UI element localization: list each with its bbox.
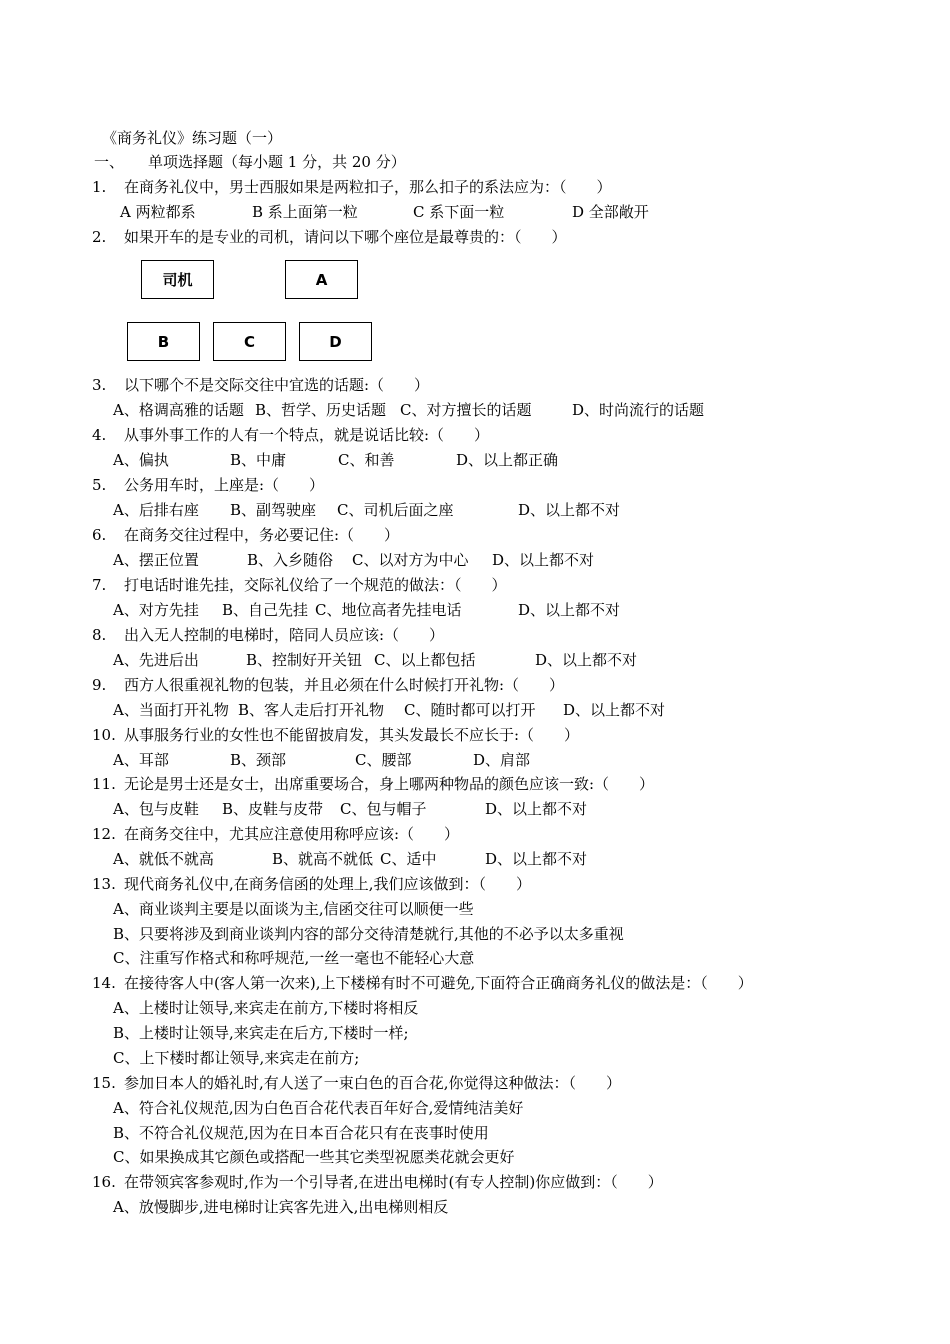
option: B、入乡随俗: [247, 551, 334, 569]
option: A、先进后出: [113, 651, 199, 669]
question-text: 从事外事工作的人有一个特点，就是说话比较:（ ）: [124, 426, 490, 444]
option: B、皮鞋与皮带: [222, 800, 324, 818]
option: A、格调高雅的话题: [113, 401, 244, 419]
option: A、对方先挂: [113, 601, 199, 619]
question-number: 14.: [92, 974, 116, 992]
option: C、包与帽子: [340, 800, 427, 818]
question-text: 在商务交往过程中，务必要记住:（ ）: [124, 526, 400, 544]
option: D、以上都不对: [518, 501, 621, 519]
option: A、包与皮鞋: [113, 800, 199, 818]
option: A、偏执: [113, 451, 169, 469]
option: A、摆正位置: [113, 551, 199, 569]
question-text: 公务用车时，上座是:（ ）: [124, 476, 325, 494]
question-text: 在商务礼仪中，男士西服如果是两粒扣子，那么扣子的系法应为：（ ）: [124, 178, 612, 196]
option: A、后排右座: [113, 501, 199, 519]
option: C、腰部: [355, 751, 412, 769]
option: B、哲学、历史话题: [255, 401, 387, 419]
question-text: 从事服务行业的女性也不能留披肩发，其头发最长不应长于:（ ）: [124, 726, 580, 744]
option: C、以对方为中心: [352, 551, 469, 569]
question-text: 以下哪个不是交际交往中宜选的话题:（ ）: [124, 376, 430, 394]
question-number: 5.: [92, 476, 107, 494]
option: B、副驾驶座: [230, 501, 317, 519]
option: C、对方擅长的话题: [400, 401, 532, 419]
question-text: 无论是男士还是女士，出席重要场合，身上哪两种物品的颜色应该一致:（ ）: [124, 775, 655, 793]
question-number: 10.: [92, 726, 116, 744]
option: C 系下面一粒: [413, 203, 505, 221]
option: C、适中: [380, 850, 437, 868]
option: C、地位高者先挂电话: [315, 601, 462, 619]
option: A、商业谈判主要是以面谈为主,信函交往可以顺便一些: [113, 900, 474, 918]
option: B、就高不就低: [272, 850, 374, 868]
option: C、注重写作格式和称呼规范,一丝一毫也不能轻心大意: [113, 949, 475, 967]
option: C、上下楼时都让领导,来宾走在前方;: [113, 1049, 360, 1067]
question-number: 7.: [92, 576, 107, 594]
seat-driver-box: 司机: [141, 260, 214, 299]
option: A、上楼时让领导,来宾走在前方,下楼时将相反: [113, 999, 419, 1017]
option: C、司机后面之座: [337, 501, 454, 519]
seat-a-box: A: [285, 260, 358, 299]
question-number: 15.: [92, 1074, 116, 1092]
option: A、耳部: [113, 751, 169, 769]
section-number: 一、: [94, 153, 125, 171]
option: C、和善: [338, 451, 395, 469]
question-number: 2.: [92, 228, 107, 246]
option: D、以上都不对: [535, 651, 638, 669]
option: B、不符合礼仪规范,因为在日本百合花只有在丧事时使用: [113, 1124, 489, 1142]
question-text: 如果开车的是专业的司机，请问以下哪个座位是最尊贵的：（ ）: [124, 228, 567, 246]
question-text: 打电话时谁先挂，交际礼仪给了一个规范的做法：（ ）: [124, 576, 507, 594]
option: D、以上都不对: [518, 601, 621, 619]
question-number: 12.: [92, 825, 116, 843]
document-title: 《商务礼仪》练习题（一）: [102, 129, 283, 147]
option: D、以上都正确: [456, 451, 559, 469]
option: A、符合礼仪规范,因为白色百合花代表百年好合,爱情纯洁美好: [113, 1099, 524, 1117]
question-number: 3.: [92, 376, 107, 394]
question-number: 11.: [92, 775, 116, 793]
option: A、就低不就高: [113, 850, 214, 868]
question-number: 9.: [92, 676, 107, 694]
option: D、以上都不对: [492, 551, 595, 569]
question-text: 出入无人控制的电梯时，陪同人员应该:（ ）: [124, 626, 445, 644]
option: B、控制好开关钮: [246, 651, 363, 669]
option: B、颈部: [230, 751, 287, 769]
option: B、中庸: [230, 451, 287, 469]
option: A、放慢脚步,进电梯时让宾客先进入,出电梯则相反: [113, 1198, 449, 1216]
seat-d-box: D: [299, 322, 372, 361]
option: B、只要将涉及到商业谈判内容的部分交待清楚就行,其他的不必予以太多重视: [113, 925, 624, 943]
seat-b-box: B: [127, 322, 200, 361]
option: B、客人走后打开礼物: [238, 701, 385, 719]
question-number: 1.: [92, 178, 107, 196]
option: C、以上都包括: [374, 651, 476, 669]
option: D、以上都不对: [563, 701, 666, 719]
option: C、随时都可以打开: [404, 701, 536, 719]
option: B 系上面第一粒: [252, 203, 358, 221]
question-number: 8.: [92, 626, 107, 644]
option: B、自己先挂: [222, 601, 309, 619]
option: D 全部敞开: [572, 203, 649, 221]
question-text: 参加日本人的婚礼时,有人送了一束白色的百合花,你觉得这种做法：（ ）: [124, 1074, 622, 1092]
question-text: 在商务交往中，尤其应注意使用称呼应该:（ ）: [124, 825, 460, 843]
option: C、如果换成其它颜色或搭配一些其它类型祝愿类花就会更好: [113, 1148, 515, 1166]
option: D、肩部: [473, 751, 531, 769]
option: A 两粒都系: [120, 203, 196, 221]
question-text: 在带领宾客参观时,作为一个引导者,在进出电梯时(有专人控制)你应做到：（ ）: [124, 1173, 663, 1191]
option: D、以上都不对: [485, 800, 588, 818]
question-number: 13.: [92, 875, 116, 893]
question-number: 6.: [92, 526, 107, 544]
seat-c-box: C: [213, 322, 286, 361]
question-text: 西方人很重视礼物的包装，并且必须在什么时候打开礼物:（ ）: [124, 676, 565, 694]
option: D、以上都不对: [485, 850, 588, 868]
question-text: 现代商务礼仪中,在商务信函的处理上,我们应该做到：（ ）: [124, 875, 532, 893]
option: D、时尚流行的话题: [572, 401, 705, 419]
question-text: 在接待客人中(客人第一次来),上下楼梯有时不可避免,下面符合正确商务礼仪的做法是：（ ）: [124, 974, 753, 992]
question-number: 4.: [92, 426, 107, 444]
option: A、当面打开礼物: [113, 701, 229, 719]
question-number: 16.: [92, 1173, 116, 1191]
section-heading: 单项选择题（每小题 1 分，共 20 分）: [148, 153, 406, 171]
option: B、上楼时让领导,来宾走在后方,下楼时一样;: [113, 1024, 409, 1042]
